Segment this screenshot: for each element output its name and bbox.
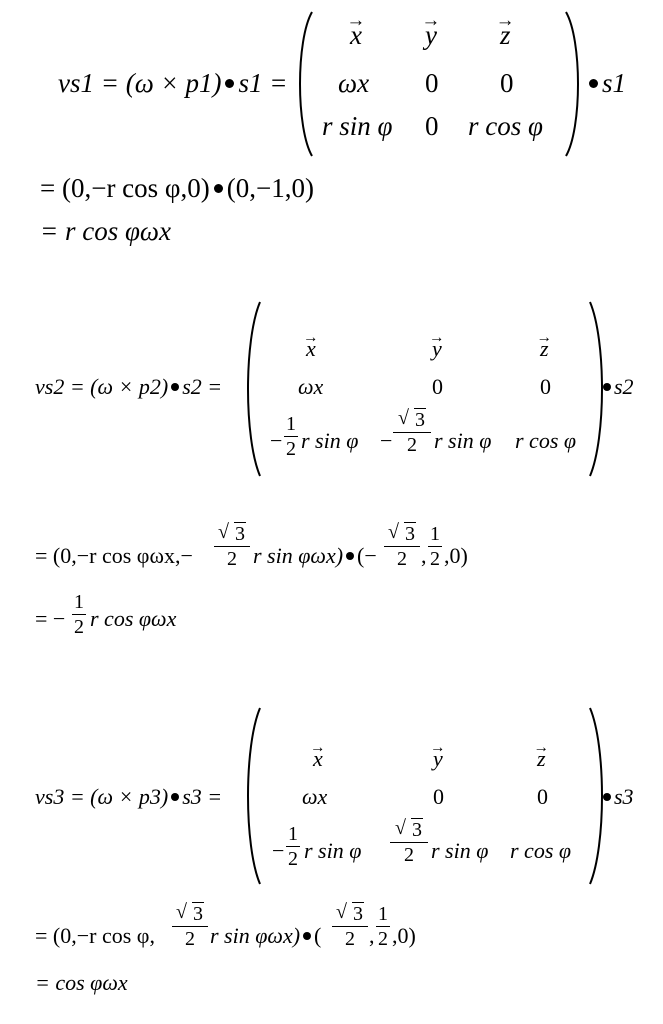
block2-m-r2-c1: ωx — [298, 374, 324, 399]
block2-m-r1-z: → z — [540, 338, 549, 360]
block1-m-r2-c2: 0 — [425, 68, 439, 98]
block2-line2-frac3: 1 2 — [430, 523, 440, 570]
block2-line3-a: = − — [35, 606, 66, 631]
block1-m-r3-c2: 0 — [425, 111, 439, 141]
block3-m-r1-x: → x — [313, 748, 323, 770]
block3-lhs: vs3 = (ω × p3) s3 = — [35, 784, 223, 809]
block2-line3-b: r cos φωx — [90, 606, 177, 631]
block3-line3: = cos φωx — [35, 970, 128, 995]
block1-line2: = (0,−r cos φ,0) (0,−1,0) — [40, 173, 314, 203]
block3-m-r3-c2-frac: √ 3 2 — [390, 820, 428, 865]
block2-left-paren — [240, 300, 264, 478]
block3-m-r2-c2: 0 — [433, 784, 444, 809]
block3-m-r3-c2-tail: r sin φ — [431, 838, 489, 863]
block1-m-r3-c1: r sin φ — [322, 111, 393, 141]
block1-m-r1-z: → z — [500, 22, 511, 49]
block2-line2-frac2: √ 3 2 — [384, 524, 420, 569]
block3-line2-b: r sin φωx) ( — [210, 923, 322, 948]
block2-line2-b: r sin φωx) (− — [253, 543, 377, 568]
block1-m-r2-c3: 0 — [500, 68, 514, 98]
block3-m-r2-c1: ωx — [302, 784, 328, 809]
block2-line2-d: ,0) — [444, 543, 468, 568]
block2-lhs: vs2 = (ω × p2) s2 = — [35, 374, 223, 399]
block1-right-paren — [562, 10, 586, 158]
block1-m-r3-c3: r cos φ — [468, 111, 543, 141]
block1-m-r1-x: → x — [350, 22, 362, 49]
block2-m-r2-c2: 0 — [432, 374, 443, 399]
block3-m-r1-z: → z — [537, 748, 546, 770]
block2-m-r1-x: → x — [306, 338, 316, 360]
block2-line2-a: = (0,−r cos φωx,− — [35, 543, 193, 568]
block2-m-r3-c2-tail: r sin φ — [434, 428, 492, 453]
block2-rhs: s2 — [600, 376, 634, 398]
block2-m-r3-c1-frac: 1 2 — [286, 413, 296, 460]
block3-m-r3-c1-tail: r sin φ — [304, 838, 362, 863]
block1-line3: = r cos φωx — [40, 216, 171, 246]
block2-m-r2-c3: 0 — [540, 374, 551, 399]
block3-m-r3-c3: r cos φ — [510, 838, 572, 863]
block3-rhs: s3 — [600, 786, 634, 808]
block3-line2-d: ,0) — [392, 923, 416, 948]
block3-line2-frac1: √ 3 2 — [172, 904, 208, 949]
block3-m-r2-c3: 0 — [537, 784, 548, 809]
block3-line2-frac3: 1 2 — [378, 903, 388, 950]
block2-line3-frac: 1 2 — [74, 591, 84, 638]
block2-m-r3-c1-sign: − — [270, 428, 283, 453]
block2-line2-comma: , — [421, 543, 427, 568]
block1-m-r1-y: → y — [425, 22, 437, 49]
dot-operator — [225, 79, 234, 88]
block1-m-r2-c1: ωx — [338, 68, 370, 98]
block2-line2-frac1: √ 3 2 — [214, 524, 250, 569]
block2-m-r3-c3: r cos φ — [515, 428, 577, 453]
block2-m-r1-y: → y — [432, 338, 442, 360]
block1-lhs: vs1 = (ω × p1) s1 = — [58, 68, 288, 98]
block2-m-r3-c2-sign: − — [380, 428, 393, 453]
block3-m-r3-c1-sign: − — [272, 838, 285, 863]
block1-left-paren — [292, 10, 316, 158]
block2-m-r3-c1-tail: r sin φ — [301, 428, 359, 453]
block3-m-r1-y: → y — [433, 748, 443, 770]
block3-line2-comma: , — [369, 923, 375, 948]
block3-m-r3-c1-frac: 1 2 — [288, 823, 298, 870]
block1-rhs: s1 — [585, 70, 626, 97]
block3-line2-a: = (0,−r cos φ, — [35, 923, 155, 948]
block3-left-paren — [240, 706, 264, 886]
block2-m-r3-c2-frac: √ 3 2 — [393, 410, 431, 455]
block3-line2-frac2: √ 3 2 — [332, 904, 368, 949]
